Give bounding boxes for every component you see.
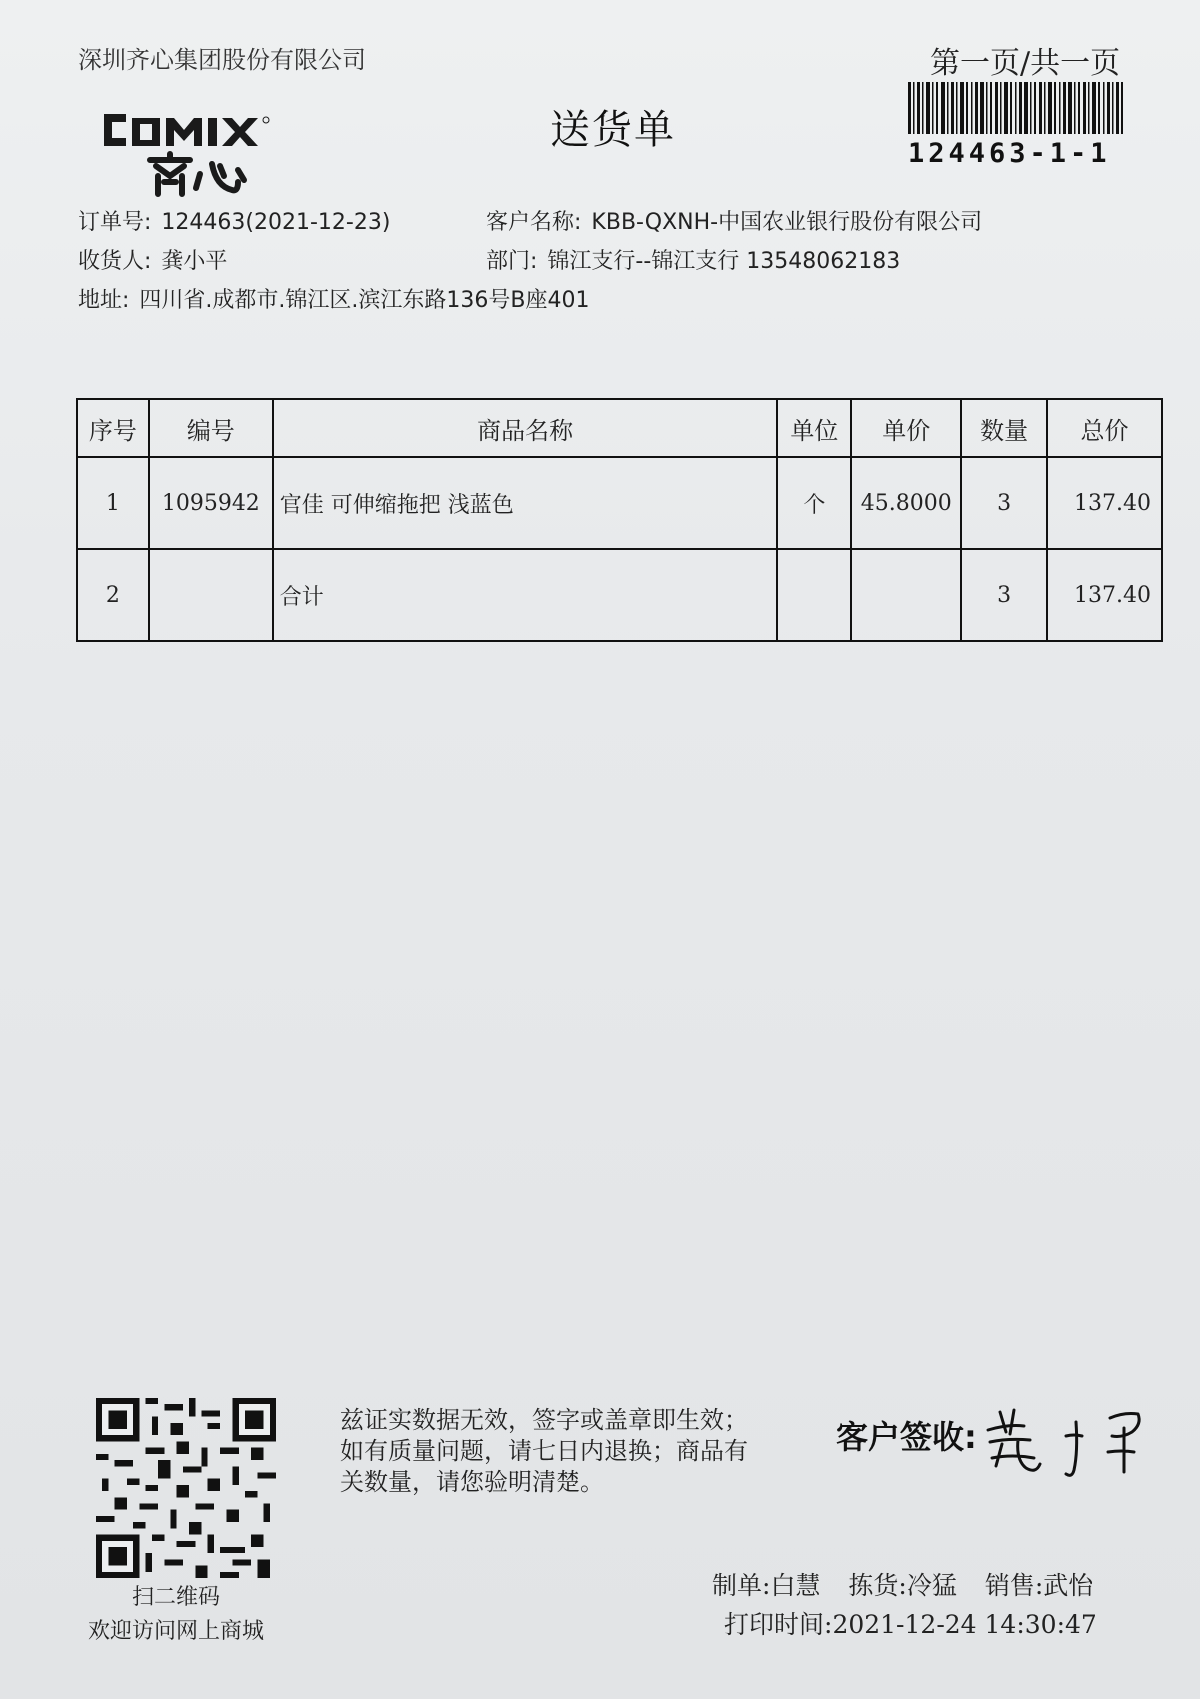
cell-unit: 个 bbox=[777, 457, 851, 549]
comix-logo bbox=[100, 100, 330, 200]
cell-total: 137.40 bbox=[1047, 457, 1162, 549]
page-info: 第一页/共一页 bbox=[930, 46, 1121, 81]
cell-name: 合计 bbox=[273, 549, 778, 641]
maker bbox=[712, 1571, 820, 1600]
col-header-seq: 序号 bbox=[77, 399, 149, 457]
staff-line bbox=[712, 1566, 1107, 1602]
sales-label: 销售: bbox=[984, 1571, 1044, 1600]
qr-code-graphic bbox=[96, 1398, 276, 1578]
customer-name bbox=[486, 205, 982, 236]
col-header-total: 总价 bbox=[1047, 399, 1162, 457]
qr-caption-welcome: 欢迎访问网上商城 bbox=[88, 1619, 265, 1644]
cell-seq: 2 bbox=[77, 549, 149, 641]
table-row bbox=[77, 457, 1162, 549]
picker-label: 拣货: bbox=[848, 1571, 907, 1600]
goods-table bbox=[76, 398, 1163, 642]
col-header-price: 单价 bbox=[851, 399, 961, 457]
department-label: 部门: bbox=[486, 249, 538, 274]
picker bbox=[848, 1571, 956, 1600]
address-value: 四川省.成都市.锦江区.滨江东路136号B座401 bbox=[139, 288, 590, 313]
print-time bbox=[724, 1605, 1097, 1641]
cell-qty: 3 bbox=[961, 457, 1047, 549]
receiver-label: 收货人: bbox=[78, 249, 152, 274]
address-label: 地址: bbox=[78, 288, 130, 313]
sales-value: 武怡 bbox=[1043, 1571, 1094, 1600]
customer-sign-label: 客户签收: bbox=[836, 1418, 977, 1456]
comix-logo-graphic bbox=[100, 100, 330, 200]
print-time-value: 2021-12-24 14:30:47 bbox=[832, 1610, 1097, 1639]
cell-name: 官佳 可伸缩拖把 浅蓝色 bbox=[273, 457, 778, 549]
cell-seq: 1 bbox=[77, 457, 149, 549]
col-header-code: 编号 bbox=[149, 399, 273, 457]
signature-graphic bbox=[978, 1392, 1158, 1492]
cell-code bbox=[149, 549, 273, 641]
cell-code: 1095942 bbox=[149, 457, 273, 549]
col-header-name: 商品名称 bbox=[273, 399, 778, 457]
table-header-row bbox=[77, 399, 1162, 457]
cell-price bbox=[851, 549, 961, 641]
department-value: 锦江支行--锦江支行 13548062183 bbox=[547, 249, 901, 274]
handwritten-signature bbox=[978, 1392, 1158, 1492]
customer-name-value: KBB-QXNH-中国农业银行股份有限公司 bbox=[591, 210, 983, 235]
cell-total: 137.40 bbox=[1047, 549, 1162, 641]
company-name: 深圳齐心集团股份有限公司 bbox=[78, 46, 366, 74]
receiver bbox=[78, 244, 227, 275]
sales bbox=[985, 1571, 1093, 1600]
department bbox=[486, 244, 900, 275]
document-title: 送货单 bbox=[550, 107, 676, 153]
cell-price: 45.8000 bbox=[851, 457, 961, 549]
cell-unit bbox=[777, 549, 851, 641]
order-number bbox=[78, 205, 390, 236]
qr-caption-scan: 扫二维码 bbox=[132, 1585, 221, 1610]
maker-value: 白慧 bbox=[770, 1571, 821, 1600]
receiver-value: 龚小平 bbox=[161, 249, 228, 274]
barcode-graphic bbox=[908, 82, 1123, 134]
notice-text: 兹证实数据无效，签字或盖章即生效；如有质量问题，请七日内退换；商品有关数量，请您验明清楚。 bbox=[340, 1406, 748, 1496]
customer-name-label: 客户名称: bbox=[486, 210, 582, 235]
print-time-label: 打印时间: bbox=[724, 1610, 833, 1639]
maker-label: 制单: bbox=[712, 1571, 771, 1600]
col-header-qty: 数量 bbox=[961, 399, 1047, 457]
barcode-number: 124463-1-1 bbox=[908, 138, 1111, 169]
cell-qty: 3 bbox=[961, 549, 1047, 641]
order-number-label: 订单号: bbox=[78, 210, 152, 235]
address bbox=[78, 283, 589, 314]
col-header-unit: 单位 bbox=[777, 399, 851, 457]
table-row bbox=[77, 549, 1162, 641]
order-number-value: 124463(2021-12-23) bbox=[161, 210, 391, 235]
picker-value: 冷猛 bbox=[906, 1571, 957, 1600]
